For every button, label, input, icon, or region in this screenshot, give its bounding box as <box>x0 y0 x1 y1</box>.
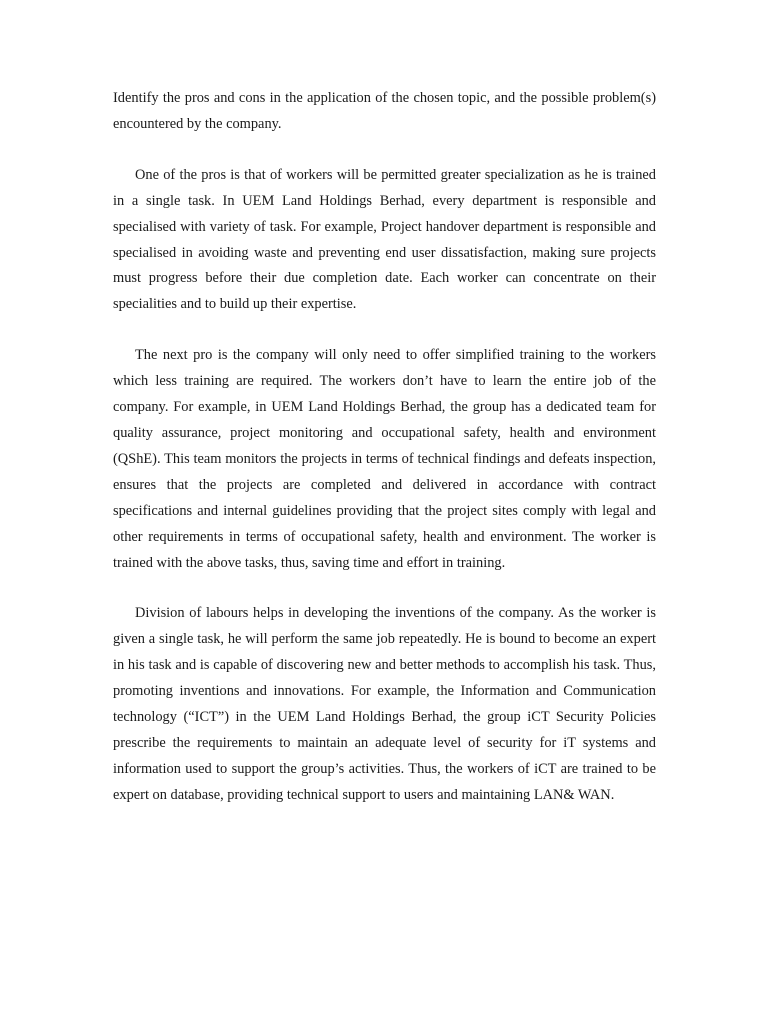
paragraph-inventions: Division of labours helps in developing the inventions of the company. As the worker is given a single task, he will perform the same job repeatedly. He is bound to become an expert in his task and is capable of discovering new and better methods to accomplish his task. Thus, promoting inventions and innovations. For example, the Information and Communication technology (“ICT”) in the UEM Land Holdings Berhad, the group iCT Security Policies prescribe the requirements to maintain an adequate level of security for iT systems and information used to support the group’s activities. Thus, the workers of iCT are trained to be expert on database, providing technical support to users and maintaining LAN& WAN. <box>113 605 656 803</box>
document-body <box>113 86 656 834</box>
paragraph-simplified-training: The next pro is the company will only need to offer simplified training to the workers which less training are required. The workers don’t have to learn the entire job of the company. For example, in UEM Land Holdings Berhad, the group has a dedicated team for quality assurance, project monitoring and occupational safety, health and environment (QShE). This team monitors the projects in terms of technical findings and defeats inspection, ensures that the projects are completed and delivered in accordance with contract specifications and internal guidelines providing that the project sites comply with legal and other requirements in terms of occupational safety, health and environment. The worker is trained with the above tasks, thus, saving time and effort in training. <box>113 347 656 571</box>
assignment-prompt: Identify the pros and cons in the application of the chosen topic, and the possible problem(s) encountered by the company. <box>113 90 656 132</box>
paragraph-specialization: One of the pros is that of workers will be permitted greater specialization as he is trained in a single task. In UEM Land Holdings Berhad, every department is responsible and specialised with variety of task. For example, Project handover department is responsible and specialised in avoiding waste and preventing end user dissatisfaction, making sure projects must progress before their due completion date. Each worker can concentrate on their specialities and to build up their expertise. <box>113 166 656 313</box>
